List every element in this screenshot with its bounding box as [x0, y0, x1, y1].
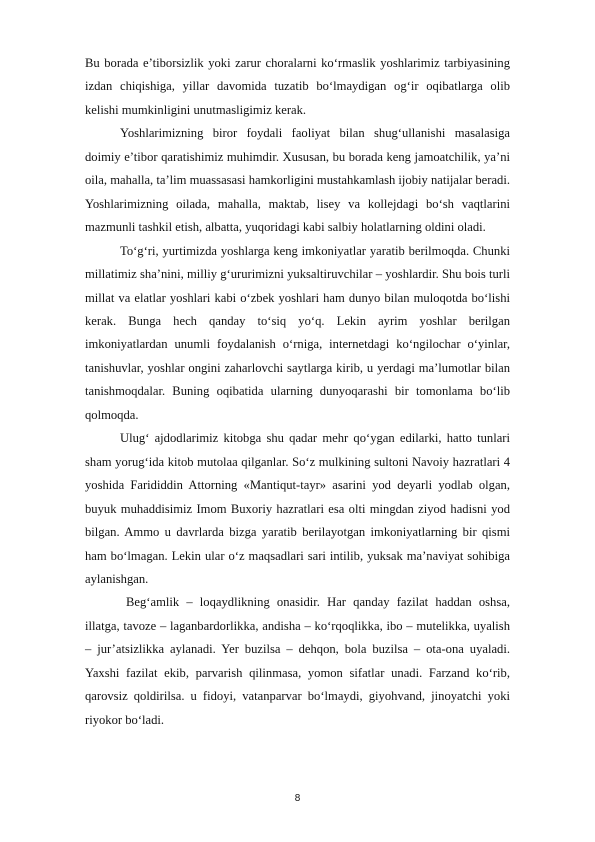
paragraph-3: To‘g‘ri, yurtimizda yoshlarga keng imkoniyatlar yaratib berilmoqda. Chunki millatimiz sha’nini, milliy g‘ururimizni yuksaltiruvchilar – yoshlardir. Shu bois turli millat va elatlar yoshlari kabi o‘zbek yoshlari ham dunyo bilan muloqotda bo‘lishi kerak. Bunga hech qanday to‘siq yo‘q. Lekin ayrim yoshlar berilgan imkoniyatlardan unumli foydalanish o‘rniga, internetdagi ko‘ngilochar o‘yinlar, tanishuvlar, yoshlar ongini zaharlovchi saytlarga kirib, u yerdagi ma’lumotlar bilan tanishmoqdalar. Buning oqibatida ularning dunyoqarashi bir tomonlama bo‘lib qolmoqda. [85, 243, 510, 422]
paragraph-1: Bu borada e’tiborsizlik yoki zarur choralarni ko‘rmaslik yoshlarimiz tarbiyasining izdan chiqishiga, yillar davomida tuzatib bo‘lmaydigan og‘ir oqibatlarga olib kelishi mumkinligini unutmasligimiz kerak. [85, 56, 510, 117]
paragraph-2: Yoshlarimizning biror foydali faoliyat bilan shug‘ullanishi masalasiga doimiy e’tibor qaratishimiz muhimdir. Xususan, bu borada keng jamoatchilik, ya’ni oila, mahalla, ta’lim muassasasi hamkorligini mustahkamlash ijobiy natijalar beradi. Yoshlarimizning oilada, mahalla, maktab, lisey va kollejdagi bo‘sh vaqtlarini mazmunli tashkil etish, albatta, yuqoridagi kabi salbiy holatlarning oldini oladi. [85, 126, 510, 235]
page-number: 8 [294, 793, 301, 804]
document-body [85, 52, 510, 732]
paragraph-5: Beg‘amlik – loqaydlikning onasidir. Har qanday fazilat haddan oshsa, illatga, tavoze – laganbardorlikka, andisha – ko‘rqoqlikka, ibo – mutelikka, uyalish – jur’atsizlikka aylanadi. Yer buzilsa – dehqon, bola buzilsa – ota-ona uyaladi. Yaxshi fazilat ekib, parvarish qilinmasa, yomon sifatlar unadi. Farzand ko‘rib, qarovsiz qoldirilsa. u fidoyi, vatanparvar bo‘lmaydi, giyohvand, jinoyatchi yoki riyokor bo‘ladi. [85, 595, 510, 727]
paragraph-4: Ulug‘ ajdodlarimiz kitobga shu qadar mehr qo‘ygan edilarki, hatto tunlari sham yorug‘ida kitob mutolaa qilganlar. So‘z mulkining sultoni Navoiy hazratlari 4 yoshida Farididdin Attorning «Mantiqut-tayr» asarini yod deyarli yodlab olgan, buyuk muhaddisimiz Imom Buxoriy hazratlari esa olti mingdan ziyod hadisni yod bilgan. Ammo u davrlarda bizga yaratib berilayotgan imkoniyatlarning bir qismi ham bo‘lmagan. Lekin ular o‘z maqsadlari sari intilib, yuksak ma’naviyat sohibiga aylanishgan. [85, 431, 510, 586]
